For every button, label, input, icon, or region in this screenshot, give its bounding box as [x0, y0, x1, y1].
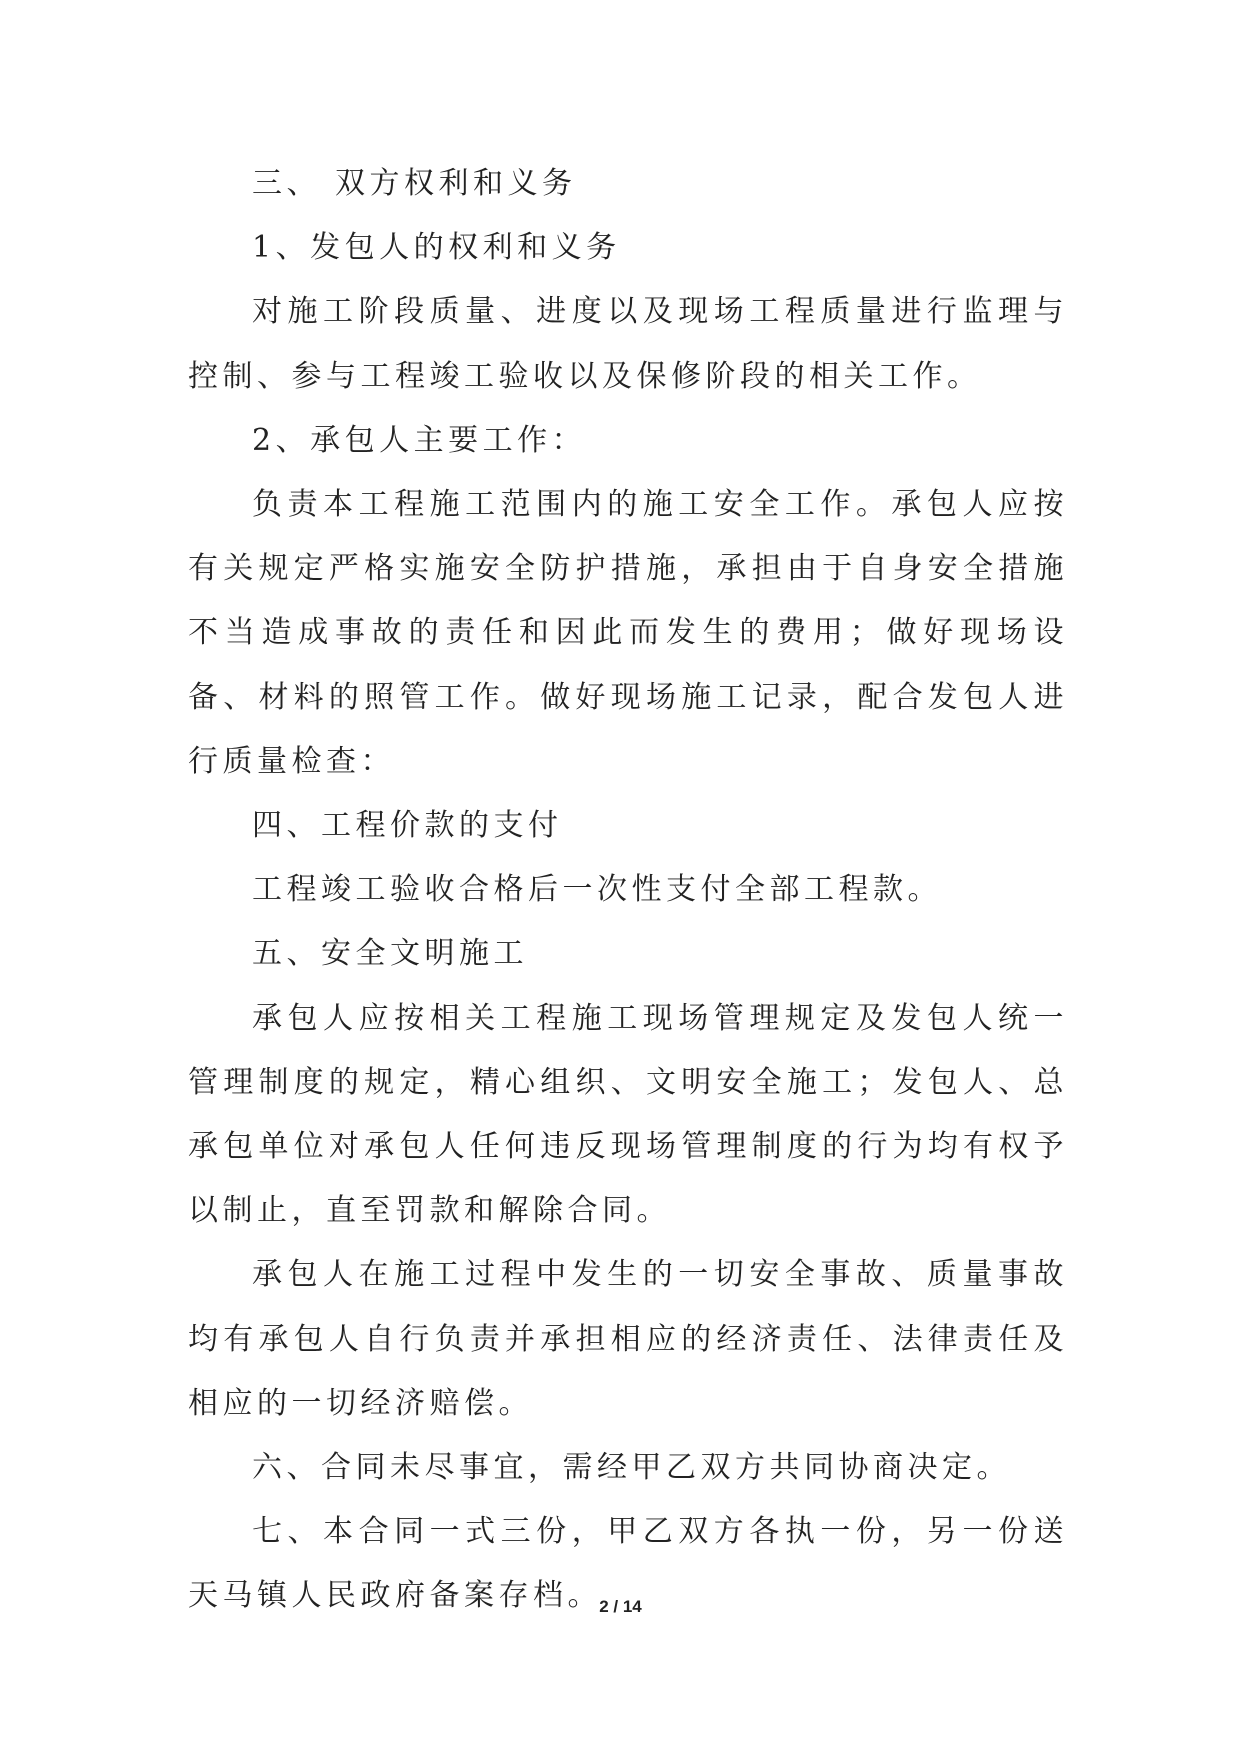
paragraph-payment: 工程竣工验收合格后一次性支付全部工程款。	[252, 872, 942, 908]
section-heading-safety: 五、安全文明施工	[252, 936, 528, 972]
paragraph-safety-liability: 承包人在施工过程中发生的一切安全事故、质量事故均有承包人自行负责并承担相应的经济责任、法律责任及相应的一切经济赔偿。	[188, 1257, 1068, 1421]
clause-seven: 七、本合同一式三份，甲乙双方各执一份，另一份送天马镇人民政府备案存档。	[188, 1514, 1068, 1614]
paragraph-safety-rules: 承包人应按相关工程施工现场管理规定及发包人统一管理制度的规定，精心组织、文明安全施工；发包人、总承包单位对承包人任何违反现场管理制度的行为均有权予以制止，直至罚款和解除合同。	[188, 1000, 1068, 1229]
clause-six: 六、合同未尽事宜，需经甲乙双方共同协商决定。	[252, 1450, 1011, 1486]
paragraph-contractor-duties: 负责本工程施工范围内的施工安全工作。承包人应按有关规定严格实施安全防护措施，承担由于自身安全措施不当造成事故的责任和因此而发生的费用；做好现场设备、材料的照管工作。做好现场施工记录，配合发包人进行质量检查：	[188, 487, 1068, 779]
subheading-employer-rights: 1、发包人的权利和义务	[252, 230, 621, 266]
section-heading-rights-obligations: 三、 双方权利和义务	[252, 166, 577, 201]
subheading-contractor-work: 2、承包人主要工作：	[252, 422, 587, 458]
page-number: 2 / 14	[599, 1597, 642, 1616]
paragraph-employer-duties: 对施工阶段质量、进度以及现场工程质量进行监理与控制、参与工程竣工验收以及保修阶段的相关工作。	[188, 294, 1068, 394]
document-body	[188, 152, 1068, 1629]
section-heading-payment: 四、工程价款的支付	[252, 808, 563, 844]
